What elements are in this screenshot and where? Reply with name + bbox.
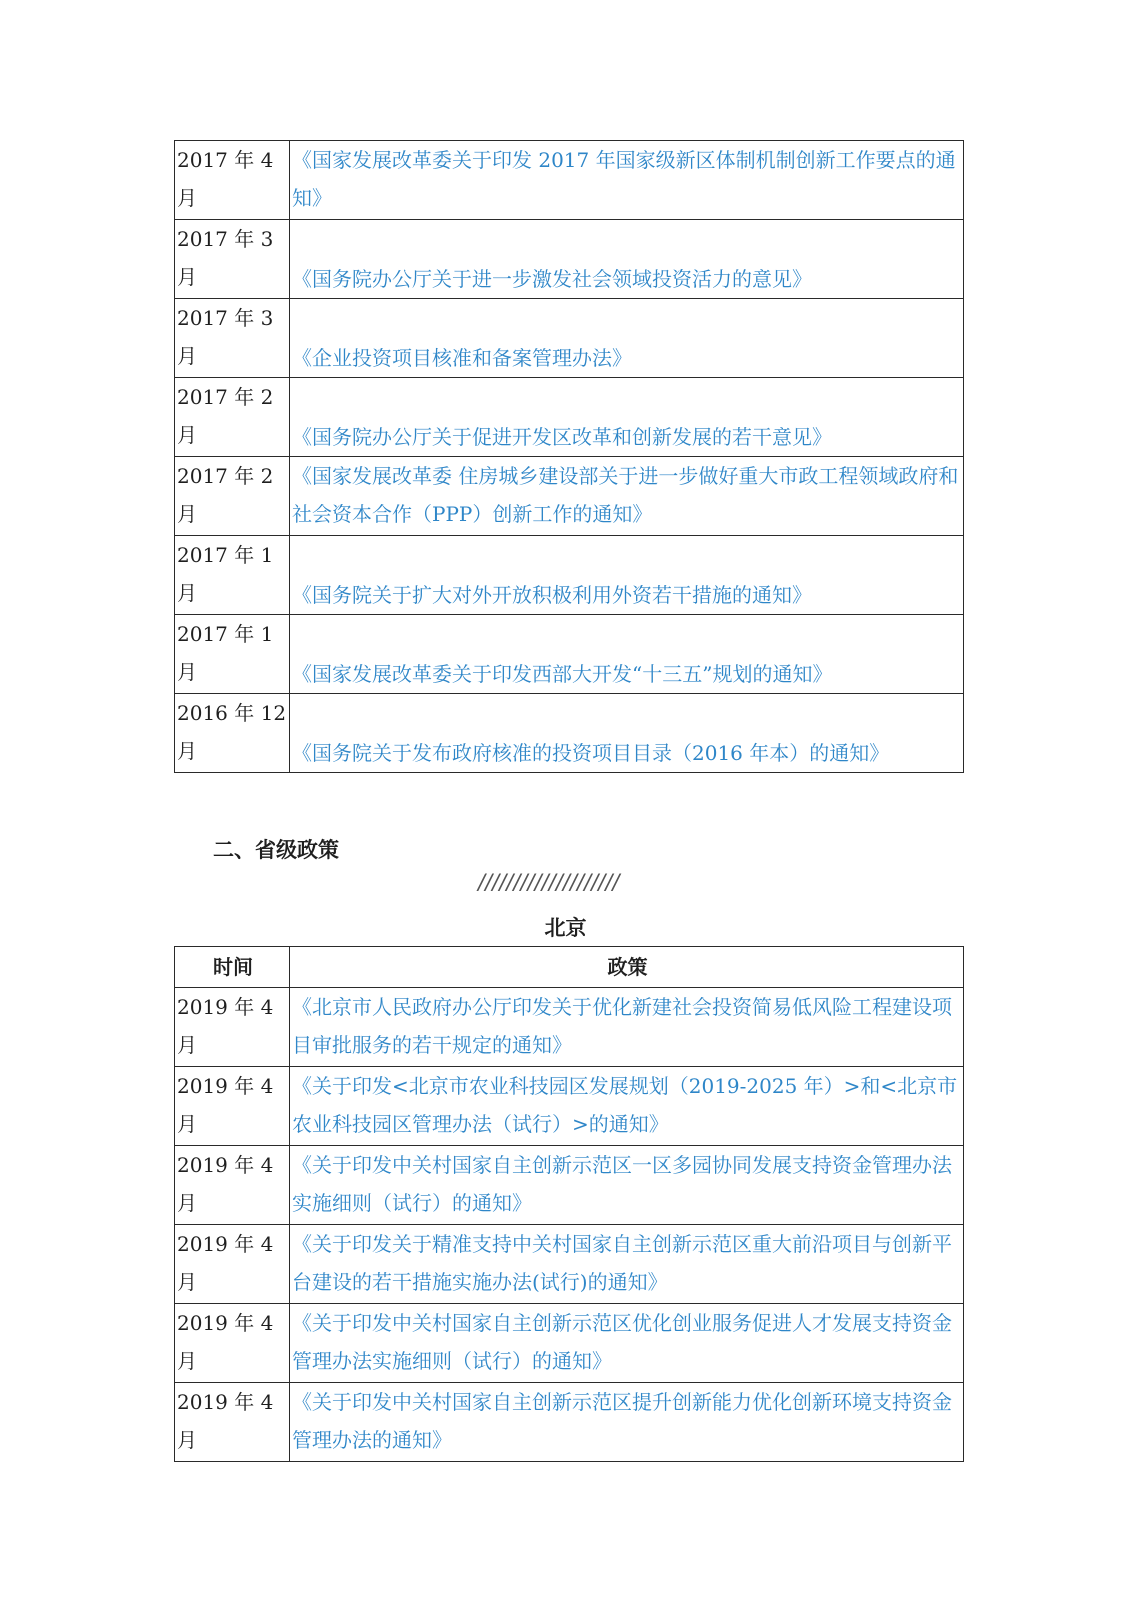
policy-link[interactable]: 《关于印发关于精准支持中关村国家自主创新示范区重大前沿项目与创新平台建设的若干措施实施办法(试行)的通知》 [292, 1232, 952, 1294]
date-cell: 2017 年 1 月 [175, 536, 290, 615]
policy-cell [290, 1304, 964, 1383]
decorative-divider: //////////////////// [478, 870, 620, 894]
policy-link[interactable]: 《国务院办公厅关于促进开发区改革和创新发展的若干意见》 [292, 425, 832, 449]
table-row [175, 1304, 964, 1383]
table-row [175, 457, 964, 536]
table-row [175, 988, 964, 1067]
date-cell: 2017 年 3 月 [175, 299, 290, 378]
policy-link[interactable]: 《企业投资项目核准和备案管理办法》 [292, 346, 632, 370]
table-row [175, 299, 964, 378]
date-cell: 2019 年 4 月 [175, 1304, 290, 1383]
city-title: 北京 [544, 916, 587, 940]
policy-cell [290, 1383, 964, 1462]
date-cell: 2017 年 2 月 [175, 457, 290, 536]
policy-cell [290, 378, 964, 457]
policy-link[interactable]: 《关于印发<北京市农业科技园区发展规划（2019-2025 年）>和<北京市农业科技园区管理办法（试行）>的通知》 [292, 1074, 958, 1136]
policy-link[interactable]: 《国务院办公厅关于进一步激发社会领域投资活力的意见》 [292, 267, 812, 291]
table-row [175, 220, 964, 299]
policy-cell [290, 457, 964, 536]
date-cell: 2016 年 12 月 [175, 694, 290, 773]
date-cell: 2019 年 4 月 [175, 1225, 290, 1304]
table-row [175, 615, 964, 694]
table-row [175, 378, 964, 457]
policy-cell [290, 988, 964, 1067]
policy-cell [290, 299, 964, 378]
policy-link[interactable]: 《关于印发中关村国家自主创新示范区提升创新能力优化创新环境支持资金管理办法的通知》 [292, 1390, 952, 1452]
policy-link[interactable]: 《关于印发中关村国家自主创新示范区优化创业服务促进人才发展支持资金管理办法实施细则（试行）的通知》 [292, 1311, 952, 1373]
policy-link[interactable]: 《国务院关于发布政府核准的投资项目目录（2016 年本）的通知》 [292, 741, 890, 765]
date-cell: 2019 年 4 月 [175, 1383, 290, 1462]
policy-cell [290, 220, 964, 299]
national-policy-table [174, 140, 964, 773]
date-cell: 2019 年 4 月 [175, 988, 290, 1067]
policy-link[interactable]: 《关于印发中关村国家自主创新示范区一区多园协同发展支持资金管理办法实施细则（试行）的通知》 [292, 1153, 952, 1215]
table-row [175, 141, 964, 220]
table-row [175, 1383, 964, 1462]
date-cell: 2019 年 4 月 [175, 1067, 290, 1146]
table-row [175, 1067, 964, 1146]
policy-cell [290, 1067, 964, 1146]
date-cell: 2017 年 3 月 [175, 220, 290, 299]
policy-cell [290, 615, 964, 694]
policy-link[interactable]: 《北京市人民政府办公厅印发关于优化新建社会投资简易低风险工程建设项目审批服务的若干规定的通知》 [292, 995, 952, 1057]
policy-cell [290, 141, 964, 220]
date-cell: 2019 年 4 月 [175, 1146, 290, 1225]
policy-cell [290, 536, 964, 615]
table-row [175, 694, 964, 773]
table-row [175, 1225, 964, 1304]
date-cell: 2017 年 1 月 [175, 615, 290, 694]
policy-cell [290, 1146, 964, 1225]
policy-cell [290, 694, 964, 773]
table-header-row [175, 947, 964, 988]
policy-cell [290, 1225, 964, 1304]
date-cell: 2017 年 4 月 [175, 141, 290, 220]
policy-link[interactable]: 《国家发展改革委关于印发西部大开发“十三五”规划的通知》 [292, 662, 833, 686]
date-cell: 2017 年 2 月 [175, 378, 290, 457]
column-header-time: 时间 [175, 947, 290, 988]
policy-link[interactable]: 《国务院关于扩大对外开放积极利用外资若干措施的通知》 [292, 583, 812, 607]
column-header-policy: 政策 [290, 947, 964, 988]
beijing-policy-table [174, 946, 964, 1462]
policy-link[interactable]: 《国家发展改革委 住房城乡建设部关于进一步做好重大市政工程领域政府和社会资本合作（PPP）创新工作的通知》 [292, 464, 959, 526]
section-heading: 二、省级政策 [213, 838, 339, 862]
table-row [175, 536, 964, 615]
policy-link[interactable]: 《国家发展改革委关于印发 2017 年国家级新区体制机制创新工作要点的通知》 [292, 148, 956, 210]
table-row [175, 1146, 964, 1225]
